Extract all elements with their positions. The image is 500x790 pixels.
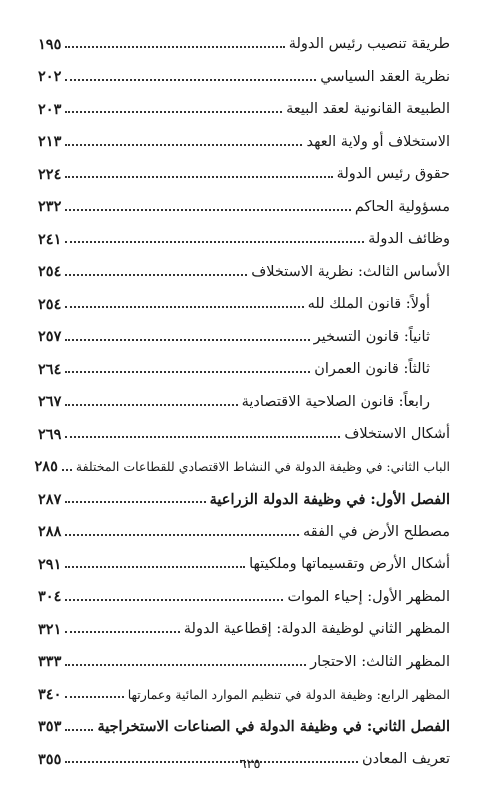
toc-entry xyxy=(38,353,450,386)
toc-entry-page: ٢٩١ xyxy=(38,555,62,573)
toc-entry-page: ٣٤٠ xyxy=(38,685,62,703)
toc-entry-page: ٢٥٤ xyxy=(38,263,62,281)
toc-entry-page: ٣٣٣ xyxy=(38,653,62,671)
toc-entry-label: الأساس الثالث: نظرية الاستخلاف xyxy=(251,263,450,280)
toc-entry xyxy=(38,646,450,679)
toc-entry-label: الباب الثاني: في وظيفة الدولة في النشاط الاقتصادي للقطاعات المختلفة xyxy=(75,459,450,475)
leader-dots xyxy=(65,566,245,568)
toc-entry xyxy=(38,581,450,614)
toc-entry-page: ٢٨٥ xyxy=(34,458,58,476)
leader-dots xyxy=(65,241,364,243)
toc-entry-label: المظهر الأول: إحياء الموات xyxy=(287,588,450,605)
toc-entry xyxy=(38,28,450,61)
toc-entry-page: ٣٢١ xyxy=(38,620,62,638)
toc-entry-label: الاستخلاف أو ولاية العهد xyxy=(306,133,450,150)
toc-entry xyxy=(38,256,450,289)
toc-entry xyxy=(38,483,450,516)
leader-dots xyxy=(65,339,309,341)
leader-dots xyxy=(65,501,205,503)
toc-entry-label: وظائف الدولة xyxy=(368,231,450,248)
leader-dots xyxy=(65,436,340,438)
toc-entry-label: الطبيعة القانونية لعقد البيعة xyxy=(286,101,450,118)
toc-entry xyxy=(38,516,450,549)
toc-entry-page: ٢٨٨ xyxy=(38,523,62,541)
toc-entry-page: ٣٥٣ xyxy=(38,718,62,736)
leader-dots xyxy=(65,404,237,406)
toc-entry xyxy=(38,126,450,159)
toc-entry xyxy=(34,451,450,484)
leader-dots xyxy=(65,144,302,146)
toc-entry-page: ٢٠٢ xyxy=(38,68,62,86)
toc-entry xyxy=(38,191,450,224)
toc-entry xyxy=(38,93,450,126)
toc-entry xyxy=(38,548,450,581)
leader-dots xyxy=(65,696,123,698)
leader-dots xyxy=(65,79,316,81)
toc-entry-label: المظهر الثاني لوظيفة الدولة: إقطاعية الدولة xyxy=(183,621,450,638)
toc-entry xyxy=(38,613,450,646)
toc-entry xyxy=(38,158,450,191)
leader-dots xyxy=(65,306,303,308)
toc-entry-label: نظرية العقد السياسي xyxy=(320,68,450,85)
toc-entry-label: حقوق رئيس الدولة xyxy=(336,166,450,183)
toc-entry-page: ٢١٣ xyxy=(38,133,62,151)
toc-entry-page: ٢٦٤ xyxy=(38,360,62,378)
toc-entry-page: ٢٦٩ xyxy=(38,425,62,443)
toc-entry-page: ٢٥٧ xyxy=(38,328,62,346)
toc-entry-page: ٣٥٥ xyxy=(38,750,62,768)
toc-entry xyxy=(38,288,450,321)
leader-dots xyxy=(65,664,306,666)
leader-dots xyxy=(65,209,350,211)
toc-entry-page: ٣٠٤ xyxy=(38,588,62,606)
leader-dots xyxy=(65,729,93,731)
table-of-contents xyxy=(34,28,450,776)
leader-dots xyxy=(62,469,72,471)
toc-entry-page: ٢٦٧ xyxy=(38,393,62,411)
toc-entry xyxy=(38,678,450,711)
leader-dots xyxy=(65,371,310,373)
toc-entry xyxy=(38,61,450,94)
leader-dots xyxy=(65,274,247,276)
toc-entry xyxy=(38,321,450,354)
toc-entry-page: ١٩٥ xyxy=(38,35,62,53)
leader-dots xyxy=(65,111,282,113)
toc-entry xyxy=(38,223,450,256)
toc-entry-label: مصطلح الأرض في الفقه xyxy=(303,523,450,540)
leader-dots xyxy=(65,599,283,601)
toc-entry-label: أشكال الاستخلاف xyxy=(344,426,450,443)
toc-entry-page: ٢٤١ xyxy=(38,230,62,248)
toc-entry xyxy=(38,711,450,744)
toc-entry-label: أشكال الأرض وتقسيماتها وملكيتها xyxy=(249,556,450,573)
toc-entry-label: ثانياً: قانون التسخير xyxy=(313,328,430,345)
toc-entry-label: المظهر الثالث: الاحتجار xyxy=(310,653,450,670)
toc-entry-label: تعريف المعادن xyxy=(361,751,450,768)
toc-entry-label: المظهر الرابع: وظيفة الدولة في تنظيم الموارد المائية وعمارتها xyxy=(127,686,450,702)
toc-entry-label: طريقة تنصيب رئيس الدولة xyxy=(288,36,450,53)
toc-entry-label: أولاً: قانون الملك لله xyxy=(307,296,430,313)
toc-entry-label: ثالثاً: قانون العمران xyxy=(314,361,430,378)
toc-entry-page: ٢٣٢ xyxy=(38,198,62,216)
toc-entry xyxy=(38,386,450,419)
leader-dots xyxy=(65,46,284,48)
leader-dots xyxy=(65,176,332,178)
toc-entry xyxy=(38,418,450,451)
toc-entry-label: رابعاً: قانون الصلاحية الاقتصادية xyxy=(241,393,430,410)
toc-entry-label: الفصل الثاني: في وظيفة الدولة في الصناعات الاستخراجية xyxy=(97,718,450,736)
toc-entry-label: مسؤولية الحاكم xyxy=(354,198,450,215)
leader-dots xyxy=(65,534,299,536)
toc-entry-page: ٢٥٤ xyxy=(38,295,62,313)
toc-entry-page: ٢٨٧ xyxy=(38,490,62,508)
toc-entry-page: ٢٠٣ xyxy=(38,100,62,118)
toc-entry-label: الفصل الأول: في وظيفة الدولة الزراعية xyxy=(209,490,450,508)
toc-entry-page: ٢٢٤ xyxy=(38,165,62,183)
page-number: ٦٢٥ xyxy=(239,757,261,772)
leader-dots xyxy=(65,631,179,633)
